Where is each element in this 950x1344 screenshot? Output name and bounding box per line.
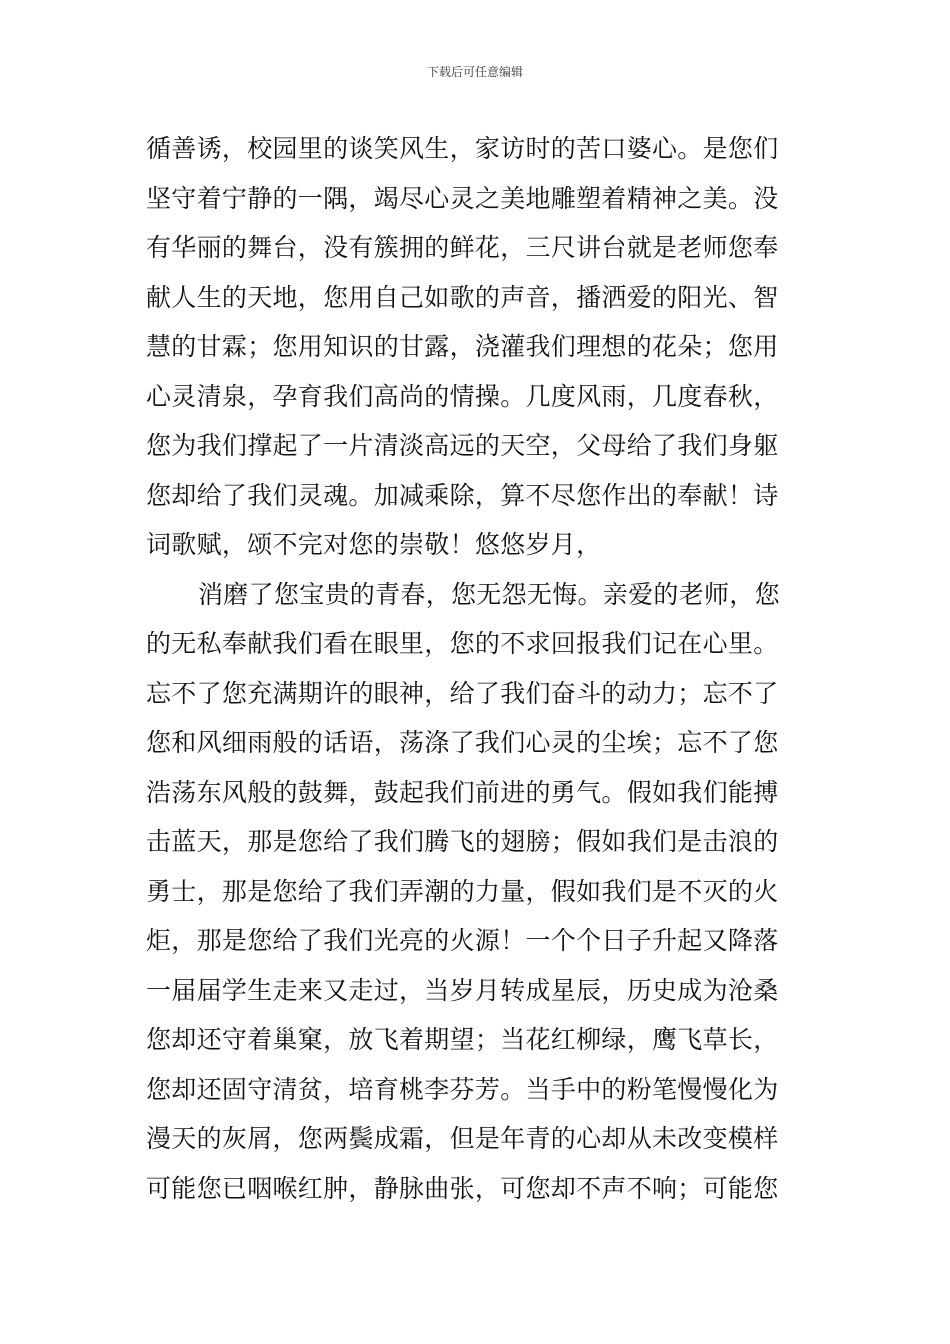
text-line: 炬，那是您给了我们光亮的火源！一个个日子升起又降落	[146, 926, 779, 955]
text-line: 献人生的天地，您用自己如歌的声音，播洒爱的阳光、智	[146, 282, 779, 312]
text-line: 您却还固守清贫，培育桃李芬芳。当手中的粉笔慢慢化为	[146, 1074, 779, 1104]
text-line: 勇士，那是您给了我们弄潮的力量，假如我们是不灭的火	[146, 876, 779, 906]
text-line: 漫天的灰屑，您两鬓成霜，但是年青的心却从未改变模样	[146, 1124, 779, 1153]
text-line: 循善诱，校园里的谈笑风生，家访时的苦口婆心。是您们	[146, 134, 779, 163]
text-line: 词歌赋，颂不完对您的崇敬！悠悠岁月，	[146, 530, 602, 559]
text-line: 您为我们撑起了一片清淡高远的天空，父母给了我们身躯	[146, 431, 779, 460]
document-body	[146, 124, 816, 1213]
text-line: 可能您已咽喉红肿，静脉曲张，可您却不声不响；可能您	[146, 1173, 779, 1203]
text-line: 慧的甘霖；您用知识的甘露，浇灌我们理想的花朵；您用	[146, 332, 779, 361]
text-line: 您却还守着巢窠，放飞着期望；当花红柳绿，鹰飞草长，	[146, 1025, 779, 1054]
text-line: 浩荡东风般的鼓舞，鼓起我们前进的勇气。假如我们能搏	[146, 777, 779, 807]
paragraph-start-line: 消磨了您宝贵的青春，您无怨无悔。亲爱的老师，您	[198, 579, 780, 609]
text-line: 您却给了我们灵魂。加减乘除，算不尽您作出的奉献！诗	[146, 480, 779, 510]
text-line: 坚守着宁静的一隅，竭尽心灵之美地雕塑着精神之美。没	[146, 183, 779, 213]
text-line: 您和风细雨般的话语，荡涤了我们心灵的尘埃；忘不了您	[146, 728, 779, 757]
text-line: 击蓝天，那是您给了我们腾飞的翅膀；假如我们是击浪的	[146, 827, 779, 856]
page-header: 下载后可任意编辑	[426, 65, 523, 79]
text-line: 心灵清泉，孕育我们高尚的情操。几度风雨，几度春秋，	[146, 381, 779, 411]
text-line: 一届届学生走来又走过，当岁月转成星辰，历史成为沧桑	[146, 975, 779, 1005]
text-line: 的无私奉献我们看在眼里，您的不求回报我们记在心里。	[146, 629, 779, 658]
text-line: 忘不了您充满期许的眼神，给了我们奋斗的动力；忘不了	[146, 678, 779, 708]
text-line: 有华丽的舞台，没有簇拥的鲜花，三尺讲台就是老师您奉	[146, 233, 779, 262]
